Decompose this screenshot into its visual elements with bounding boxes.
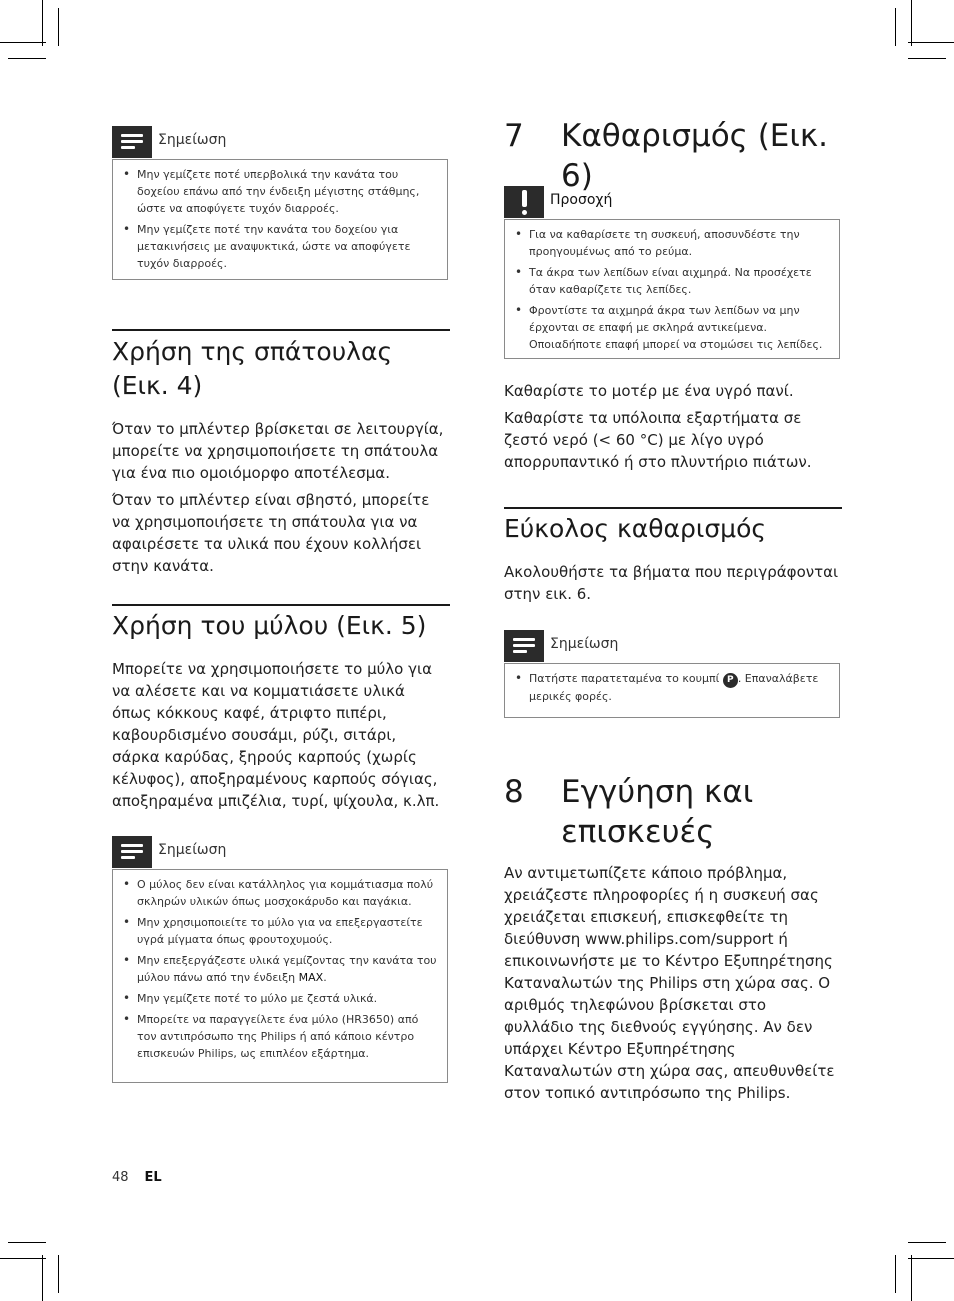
note-item bbox=[513, 670, 829, 705]
note-header bbox=[112, 836, 450, 868]
note-header bbox=[112, 126, 450, 158]
caution-item: • Τα άκρα των λεπίδων είναι αιχμηρά. Να προσέχετε όταν καθαρίζετε τις λεπίδες. bbox=[513, 264, 829, 298]
crop-mark bbox=[0, 1258, 46, 1259]
caution-item: • Φροντίστε τα αιχμηρά άκρα των λεπίδων να μην έρχονται σε επαφή με σκληρά αντικείμενα. Οποιαδήποτε επαφή μπορεί να στομώσει τις λεπίδες. bbox=[513, 302, 829, 353]
note-icon bbox=[504, 630, 544, 662]
note-header bbox=[504, 630, 842, 662]
crop-mark bbox=[8, 58, 46, 59]
note-item: • Μην γεμίζετε ποτέ το μύλο με ζεστά υλικά. bbox=[121, 990, 437, 1007]
note-item: • Μην γεμίζετε ποτέ υπερβολικά την κανάτα του δοχείου επάνω από την ένδειξη μέγιστης στάθμης, ώστε να αποφύγετε τυχόν διαρροές. bbox=[121, 166, 437, 217]
section-title-mill: Χρήση του μύλου (Εικ. 5) bbox=[112, 611, 427, 640]
crop-mark bbox=[42, 1255, 43, 1301]
warning-icon bbox=[504, 186, 544, 218]
crop-mark bbox=[895, 1255, 896, 1293]
note-item-text: Πατήστε παρατεταμένα το κουμπί bbox=[529, 672, 720, 685]
crop-mark bbox=[908, 1242, 946, 1243]
section-title-spatula: Χρήση της σπάτουλας (Εικ. 4) bbox=[112, 337, 393, 400]
note-box bbox=[112, 869, 448, 1083]
note-label: Σημείωση bbox=[158, 132, 227, 148]
chapter-heading-warranty bbox=[504, 772, 842, 852]
paragraph: Όταν το μπλέντερ είναι σβηστό, μπορείτε να χρησιμοποιήσετε τη σπάτουλα για να αφαιρέσετε τα υλικά που έχουν κολλήσει στην κανάτα. bbox=[112, 491, 430, 575]
paragraph: Όταν το μπλέντερ βρίσκεται σε λειτουργία, μπορείτε να χρησιμοποιήσετε τη σπάτουλα για ένα πιο ομοιόμορφο αποτέλεσμα. bbox=[112, 420, 444, 482]
chapter-number: 8 bbox=[504, 774, 524, 810]
paragraph: Μπορείτε να χρησιμοποιήσετε το μύλο για να αλέσετε και να κομματιάσετε υλικά όπως κόκκους καφέ, άτριφτο πιπέρι, καβουρδισμένο σουσάμι, ρύζι, σιτάρι, σάρκα καρύδας, ξηρούς καρπούς (χωρίς κέλυφος), αποξηραμένους καρπούς σόγιας, αποξηραμένα μπιζέλια, τυρί, ψίχουλα, κ.λπ. bbox=[112, 660, 440, 810]
paragraph: Καθαρίστε το μοτέρ με ένα υγρό πανί. bbox=[504, 382, 794, 400]
caution-label: Προσοχή bbox=[550, 192, 613, 208]
p-button-icon: P bbox=[723, 673, 738, 688]
crop-mark bbox=[908, 58, 946, 59]
crop-mark bbox=[58, 1255, 59, 1293]
note-item-text: . Επαναλάβετε μερικές φορές. bbox=[529, 672, 819, 703]
max-mark: MAX bbox=[298, 971, 324, 984]
language-code: EL bbox=[144, 1170, 162, 1185]
note-item: • Ο μύλος δεν είναι κατάλληλος για κομμάτιασμα πολύ σκληρών υλικών όπως μοσχοκάρυδο και παγάκια. bbox=[121, 876, 437, 910]
note-item-text: Μην επεξεργάζεστε υλικά γεμίζοντας την κανάτα του μύλου πάνω από την ένδειξη bbox=[137, 954, 437, 984]
chapter-heading-cleaning bbox=[504, 116, 842, 194]
page-footer bbox=[112, 1170, 162, 1185]
note-item: • Μπορείτε να παραγγείλετε ένα μύλο (HR3650) από τον αντιπρόσωπο της Philips ή από κάποιο κέντρο επισκευών Philips, ως επιπλέον εξάρτημα. bbox=[121, 1011, 437, 1062]
chapter-title: Καθαρισμός (Εικ. 6) bbox=[561, 118, 829, 194]
note-item bbox=[121, 952, 437, 986]
crop-mark bbox=[908, 42, 954, 43]
paragraph: Καθαρίστε τα υπόλοιπα εξαρτήματα σε ζεστό νερό (< 60 °C) με λίγο υγρό απορρυπαντικό ή στο πλυντήριο πιάτων. bbox=[504, 409, 812, 471]
section-title-easy-clean: Εύκολος καθαρισμός bbox=[504, 514, 767, 543]
note-icon bbox=[112, 836, 152, 868]
crop-mark bbox=[911, 1255, 912, 1301]
note-box bbox=[112, 159, 448, 280]
note-label: Σημείωση bbox=[158, 842, 227, 858]
caution-header bbox=[504, 186, 842, 218]
chapter-title: Εγγύηση και επισκευές bbox=[561, 774, 754, 850]
note-item: • Μην χρησιμοποιείτε το μύλο για να επεξεργαστείτε υγρά μίγματα όπως φρουτοχυμούς. bbox=[121, 914, 437, 948]
crop-mark bbox=[8, 1242, 46, 1243]
crop-mark bbox=[911, 0, 912, 46]
crop-mark bbox=[895, 8, 896, 46]
caution-item: • Για να καθαρίσετε τη συσκευή, αποσυνδέστε την προηγουμένως από το ρεύμα. bbox=[513, 226, 829, 260]
section-rule bbox=[112, 604, 450, 606]
paragraph: Αν αντιμετωπίζετε κάποιο πρόβλημα, χρειάζεστε πληροφορίες ή η συσκευή σας χρειάζεται επισκευή, επισκεφθείτε τη διεύθυνση www.philips.com/support ή επικοινωνήστε με το Κέντρο Εξυπηρέτησης Καταναλωτών της Philips στη χώρα σας. Ο αριθμός τηλεφώνου βρίσκεται στο φυλλάδιο της διεθνούς εγγύησης. Αν δεν υπάρχει Κέντρο Εξυπηρέτησης Καταναλωτών στη χώρα σας, απευθυνθείτε στον τοπικό αντιπρόσωπο της Philips. bbox=[504, 864, 835, 1102]
crop-mark bbox=[58, 8, 59, 46]
note-box bbox=[504, 663, 840, 718]
paragraph: Ακολουθήστε τα βήματα που περιγράφονται στην εικ. 6. bbox=[504, 563, 839, 603]
note-item-text: . bbox=[323, 971, 327, 984]
crop-mark bbox=[908, 1258, 954, 1259]
note-item: • Μην γεμίζετε ποτέ την κανάτα του δοχείου για μετακινήσεις με αναψυκτικά, ώστε να αποφύγετε τυχόν διαρροές. bbox=[121, 221, 437, 272]
section-rule bbox=[504, 507, 842, 509]
section-rule bbox=[112, 329, 450, 331]
note-icon bbox=[112, 126, 152, 158]
crop-mark bbox=[0, 42, 46, 43]
crop-mark bbox=[42, 0, 43, 46]
note-label: Σημείωση bbox=[550, 636, 619, 652]
chapter-number: 7 bbox=[504, 118, 524, 154]
page-number: 48 bbox=[112, 1170, 129, 1185]
caution-box bbox=[504, 219, 840, 359]
